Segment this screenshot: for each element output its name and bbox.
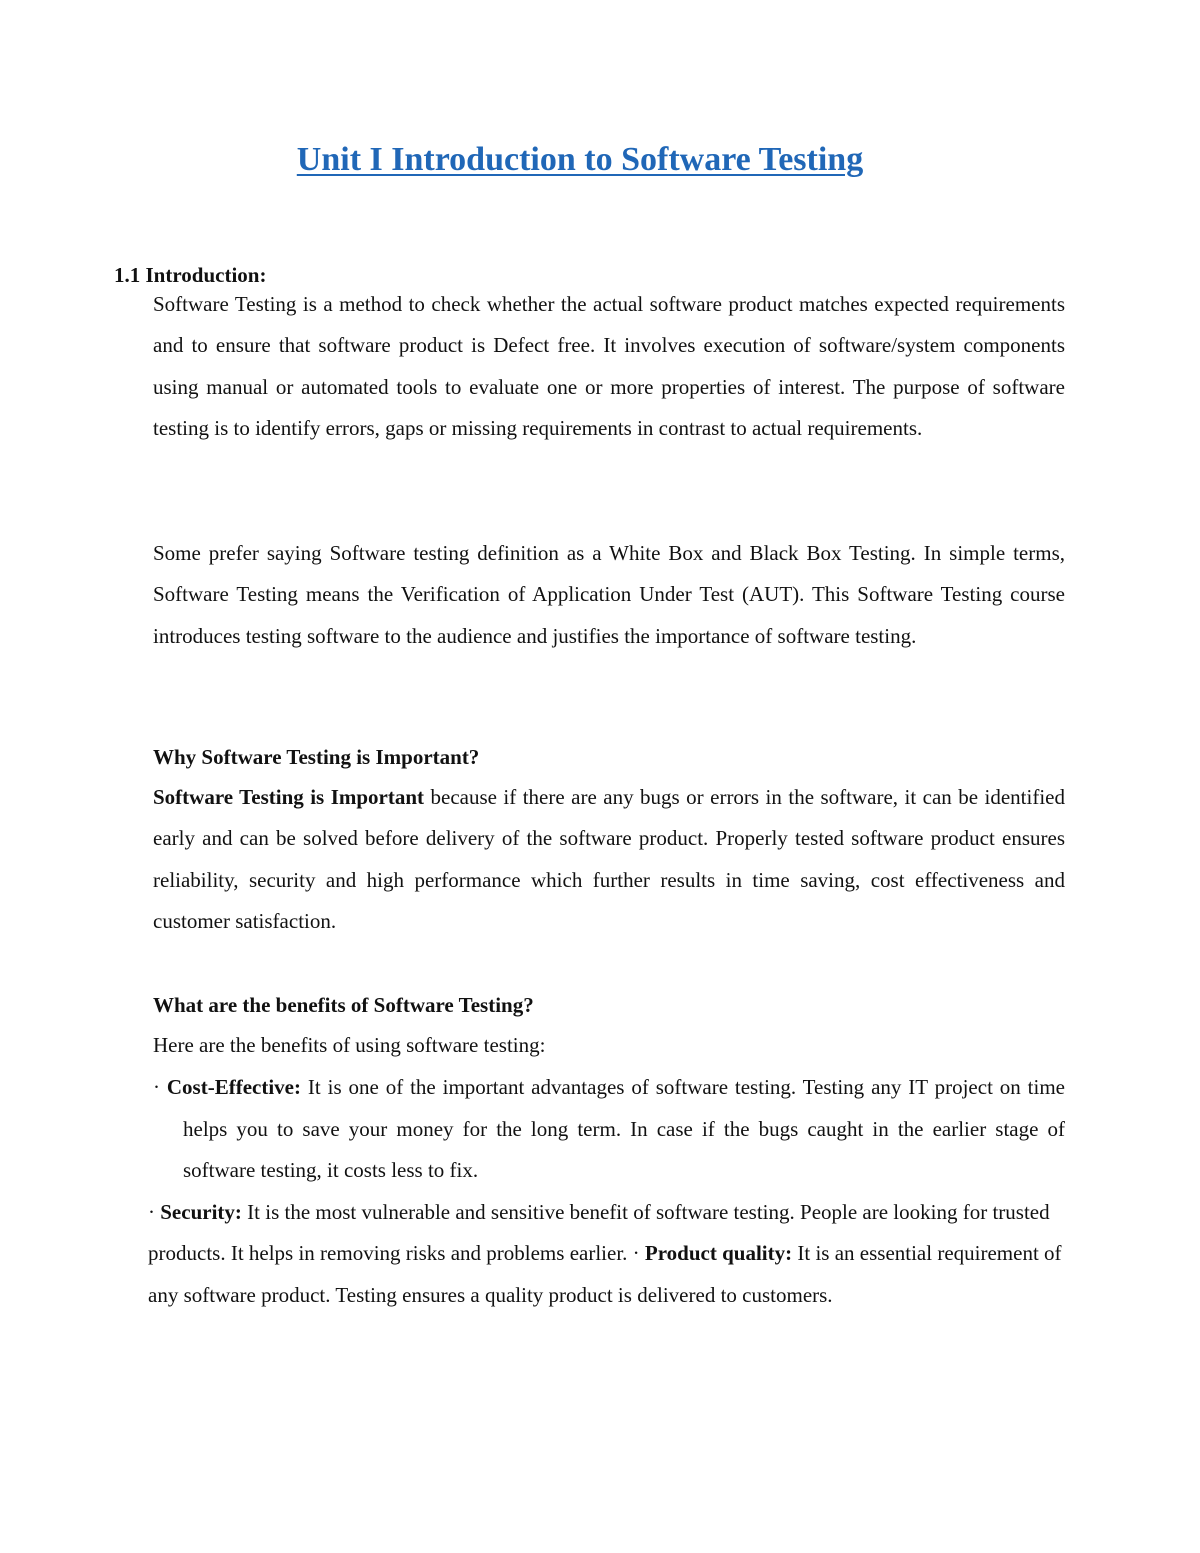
why-body: because if there are any bugs or errors in the software, it can be identified early and can be solved before delivery of the software product. Properly tested software product ensures reliability, security and high performance which further results in time saving, cost effectiveness and customer satisfaction. <box>153 785 1065 933</box>
why-heading: Why Software Testing is Important? <box>153 745 480 769</box>
second-paragraph: Some prefer saying Software testing definition as a White Box and Black Box Testing. In simple terms, Software Testing means the Verification of Application Under Test (AUT). This Software Testing course introduces testing software to the audience and justifies the importance of software testing. <box>153 541 1065 648</box>
benefit-label: Product quality: <box>644 1241 793 1266</box>
document-title: Unit I Introduction to Software Testing <box>296 141 864 178</box>
benefit-label: Cost-Effective: <box>166 1075 301 1099</box>
intro-paragraph: Software Testing is a method to check whether the actual software product matches expected requirements and to ensure that software product is Defect free. It involves execution of software/system components using manual or automated tools to evaluate one or more properties of interest. The purpose of software testing is to identify errors, gaps or missing requirements in contrast to actual requirements. <box>153 292 1065 440</box>
benefit-text: It is the most vulnerable and sensitive benefit of software testing. People are looking for trusted products. It helps in removing risks and problems earlier. <box>148 1200 1050 1266</box>
bullet-marker: · <box>632 1241 640 1266</box>
benefits-heading: What are the benefits of Software Testing? <box>153 993 534 1017</box>
benefits-intro: Here are the benefits of using software testing: <box>153 1033 546 1057</box>
benefit-item-security-and-quality <box>148 1192 1063 1316</box>
section-heading-introduction: 1.1 Introduction: <box>114 263 267 287</box>
bullet-marker: · <box>148 1200 155 1224</box>
benefit-text: It is an essential requirement of any software product. Testing ensures a quality product is delivered to customers. <box>148 1241 1062 1307</box>
bullet-marker: · <box>153 1075 160 1099</box>
why-lead: Software Testing is Important <box>153 785 425 809</box>
benefit-item-cost-effective <box>153 1067 1065 1192</box>
benefit-label: Security: <box>160 1200 242 1224</box>
why-paragraph <box>153 777 1065 942</box>
benefit-text: It is one of the important advantages of software testing. Testing any IT project on time helps you to save your money for the long term. In case if the bugs caught in the earlier stage of software testing, it costs less to fix. <box>183 1075 1066 1182</box>
